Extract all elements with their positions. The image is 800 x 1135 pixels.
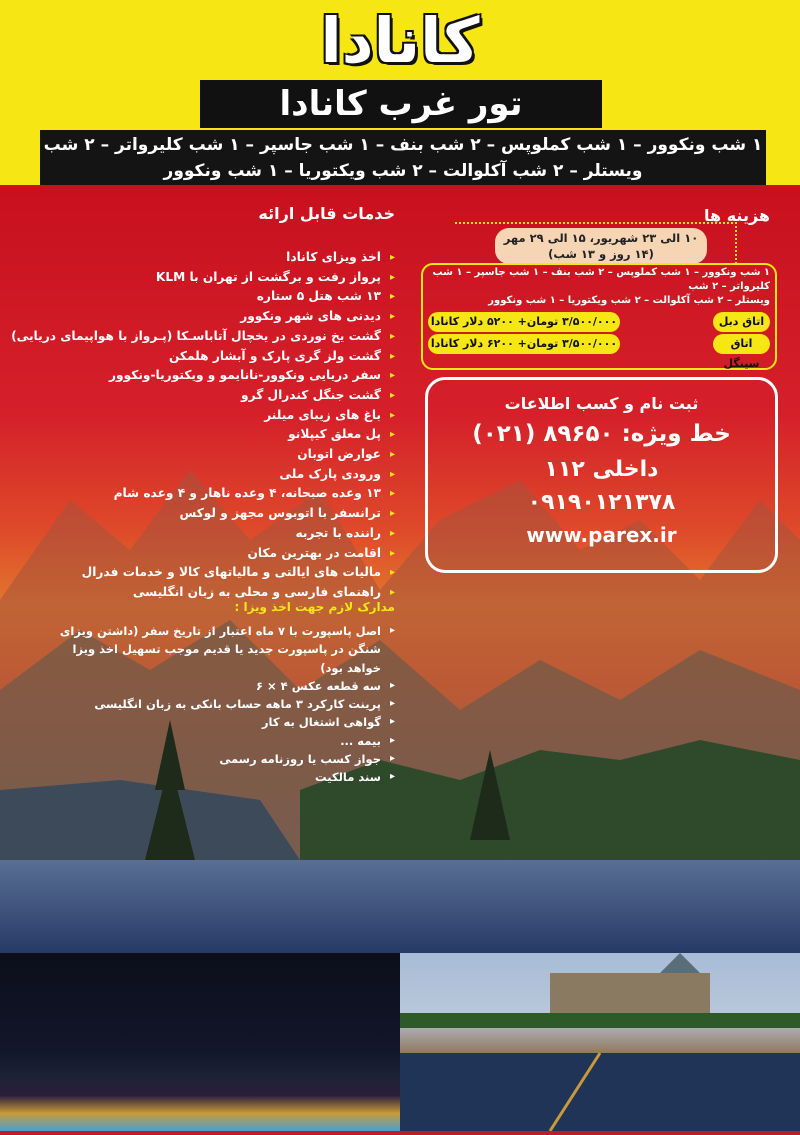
- room-price-double: ۳/۵۰۰/۰۰۰ تومان+ ۵۲۰۰ دلار کانادا: [428, 312, 620, 332]
- list-item: ▸ عوارض اتوبان: [35, 445, 395, 465]
- list-item: ▸ گشت یخ نوردی در یخچال آتاباسـکا (پـرواز با هواپیمای دریایی): [35, 327, 395, 347]
- list-item: ▸ ورودی پارک ملی: [35, 465, 395, 485]
- list-item: ▸ سفر دریایی ونکوور-نانایمو و ویکتوریا-ونکوور: [35, 366, 395, 386]
- list-item: ▸ پل معلق کیپلانو: [35, 425, 395, 445]
- services-list: [11, 248, 395, 603]
- room-price-single: ۳/۵۰۰/۰۰۰ تومان+ ۶۲۰۰ دلار کانادا: [428, 334, 620, 354]
- list-item: ▸ سند مالکیت: [35, 768, 395, 786]
- website-link[interactable]: www.parex.ir: [526, 523, 677, 547]
- documents-title: مدارک لازم جهت اخذ ویزا :: [234, 600, 395, 614]
- lake-reflection: [0, 860, 800, 953]
- list-item: ▸ راننده با تجربه: [35, 524, 395, 544]
- list-item: ▸ گشت جنگل کندرال گرو: [35, 386, 395, 406]
- tour-subtitle: تور غرب کانادا: [200, 80, 602, 128]
- itinerary-line-2: ویستلر – ۲ شب آکلوالت – ۲ شب ویکتوریا – ۱ شب ونکوور: [163, 161, 643, 181]
- list-item: ▸ پرینت کارکرد ۳ ماهه حساب بانکی به زبان انگلیسی: [35, 695, 395, 713]
- tour-duration: (۱۴ روز و ۱۳ شب): [548, 247, 654, 261]
- pricing-itinerary-line-2: ویستلر – ۲ شب آکلوالت – ۲ شب ویکتوریا – ۱ شب ونکوور: [488, 295, 770, 306]
- list-item: ▸ جواز کسب یا روزنامه رسمی: [35, 750, 395, 768]
- itinerary-banner: [40, 130, 766, 187]
- list-item: ▸ ۱۳ شب هتل ۵ ستاره: [35, 287, 395, 307]
- room-label-double: اتاق دبل: [713, 312, 770, 332]
- list-item: ▸ اخذ ویزای کانادا: [35, 248, 395, 268]
- costs-title: هزینه ها: [704, 206, 770, 225]
- victoria-harbour-photo: [400, 953, 800, 1131]
- list-item: ▸ اقامت در بهترین مکان: [35, 544, 395, 564]
- list-item: ▸ ۱۳ وعده صبحانه، ۴ وعده ناهار و ۴ وعده شام: [35, 484, 395, 504]
- list-item: ▸ سه قطعه عکس ۴ × ۶: [35, 677, 395, 695]
- list-item: ▸ مالیات های ایالتی و مالیاتهای کالا و خدمات فدرال: [35, 563, 395, 583]
- list-item: ▸ اصل پاسپورت با ۷ ماه اعتبار از تاریخ سفر (داشتن ویزای شنگن در پاسپورت جدید یا قدیم موجب تسهیل اخذ ویزا خواهد بود): [35, 622, 395, 677]
- contact-extension: داخلی ۱۱۲: [544, 457, 659, 482]
- itinerary-line-1: ۱ شب ونکوور – ۱ شب کملوپس – ۲ شب بنف – ۱ شب جاسپر – ۱ شب کلیرواتر – ۲ شب: [43, 135, 763, 155]
- contact-mobile[interactable]: ۰۹۱۹۰۱۲۱۳۷۸: [527, 490, 676, 515]
- services-title: خدمات قابل ارائه: [258, 204, 395, 223]
- pricing-itinerary-line-1: ۱ شب ونکوور – ۱ شب کملوپس – ۲ شب بنف – ۱ شب جاسپر – ۱ شب کلیرواتر – ۲ شب: [432, 267, 770, 292]
- contact-title: ثبت نام و کسب اطلاعات: [504, 394, 699, 413]
- list-item: ▸ ترانسفر با اتوبوس مجهز و لوکس: [35, 504, 395, 524]
- page-title: کانادا: [320, 4, 480, 77]
- tour-dates: ۱۰ الی ۲۳ شهریور، ۱۵ الی ۲۹ مهر: [503, 231, 699, 245]
- list-item: ▸ گشت ولز گری پارک و آبشار هلمکن: [35, 347, 395, 367]
- room-label-single: اتاق سینگل: [713, 334, 770, 354]
- list-item: ▸ باغ های زیبای میلنر: [35, 406, 395, 426]
- list-item: ▸ راهنمای فارسی و محلی به زبان انگلیسی: [35, 583, 395, 603]
- documents-list: [35, 622, 395, 787]
- harbour-buildings-graphic: [400, 953, 800, 1131]
- list-item: ▸ بیمه ...: [35, 732, 395, 750]
- list-item: ▸ دیدنی های شهر ونکوور: [35, 307, 395, 327]
- pricing-itinerary: [430, 266, 770, 308]
- contact-box: [425, 377, 778, 573]
- list-item: ▸ گواهی اشتغال به کار: [35, 713, 395, 731]
- tour-dates-badge: [495, 228, 707, 264]
- niagara-falls-night-photo: [0, 953, 400, 1131]
- contact-hotline[interactable]: خط ویژه: ۸۹۶۵۰ (۰۲۱): [472, 421, 731, 447]
- list-item: ▸ پرواز رفت و برگشت از تهران با KLM: [35, 268, 395, 288]
